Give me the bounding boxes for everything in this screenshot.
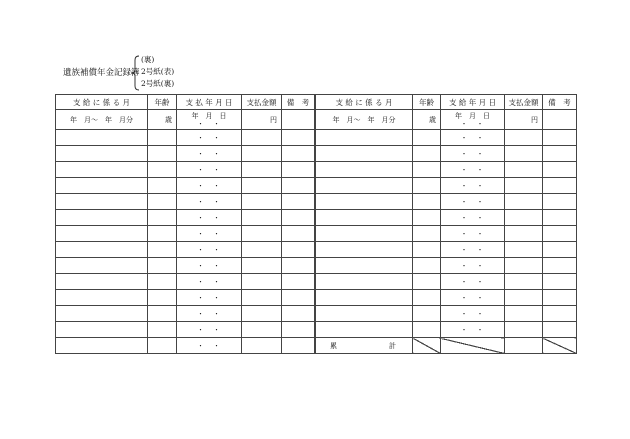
header-amount: 支払金額 xyxy=(242,95,282,110)
remarks-cell-right xyxy=(543,226,577,242)
date-ymd-label: 年 月 日 xyxy=(191,111,227,120)
amount-cell xyxy=(242,242,282,258)
header-age-right: 年齢 xyxy=(413,95,441,110)
table-row xyxy=(56,210,577,226)
pay-date-cell: ・ ・ xyxy=(177,130,242,146)
remarks-cell-right xyxy=(543,210,577,226)
remarks-cell xyxy=(282,110,315,130)
age-cell xyxy=(148,306,177,322)
amount-cell xyxy=(242,194,282,210)
age-cell xyxy=(148,322,177,338)
header-amount-right: 支払金額 xyxy=(505,95,543,110)
age-cell xyxy=(148,210,177,226)
remarks-cell xyxy=(282,258,315,274)
period-cell xyxy=(56,130,148,146)
header-age: 年齢 xyxy=(148,95,177,110)
sheet-variant-list xyxy=(141,54,174,90)
header-period: 支 給 に 係 る 月 xyxy=(56,95,148,110)
remarks-cell xyxy=(282,210,315,226)
amount-cell xyxy=(242,146,282,162)
table-row xyxy=(56,258,577,274)
age-cell-right xyxy=(413,178,441,194)
age-cell xyxy=(148,162,177,178)
total-row xyxy=(56,338,577,354)
period-cell xyxy=(56,226,148,242)
period-cell-right xyxy=(316,178,413,194)
remarks-cell-right xyxy=(543,338,577,354)
pay-date-cell: ・ ・ xyxy=(177,306,242,322)
variant-back: (裏) xyxy=(141,55,155,64)
amount-cell xyxy=(242,274,282,290)
period-cell xyxy=(56,178,148,194)
table-row xyxy=(56,226,577,242)
age-cell-right xyxy=(413,274,441,290)
pay-date-cell xyxy=(177,110,242,130)
age-cell-right xyxy=(413,194,441,210)
remarks-cell-right xyxy=(543,306,577,322)
age-cell-right: 歳 xyxy=(413,110,441,130)
pay-date-cell-right: ・ ・ xyxy=(441,226,505,242)
remarks-cell-right xyxy=(543,162,577,178)
table-row xyxy=(56,274,577,290)
pay-date-cell: ・ ・ xyxy=(177,178,242,194)
age-cell-right xyxy=(413,162,441,178)
period-cell-right xyxy=(316,146,413,162)
variant-sheet2-back: 2号紙(裏) xyxy=(141,79,175,88)
period-cell-right xyxy=(316,226,413,242)
amount-cell-right: 円 xyxy=(505,110,543,130)
form-title: 遺族補償年金記録簿 xyxy=(63,68,140,78)
header-pay-date: 支 払 年 月 日 xyxy=(177,95,242,110)
table-row xyxy=(56,306,577,322)
amount-cell-right xyxy=(505,338,543,354)
period-cell xyxy=(56,210,148,226)
amount-cell-right xyxy=(505,226,543,242)
age-cell-right xyxy=(413,210,441,226)
period-cell-right xyxy=(316,274,413,290)
age-cell xyxy=(148,178,177,194)
pay-date-cell-right: ・ ・ xyxy=(441,130,505,146)
period-cell xyxy=(56,274,148,290)
age-cell-right xyxy=(413,242,441,258)
remarks-cell xyxy=(282,322,315,338)
pay-date-cell-right xyxy=(441,110,505,130)
period-cell xyxy=(56,306,148,322)
first-row xyxy=(56,110,577,130)
period-cell xyxy=(56,146,148,162)
pay-date-cell-right: ・ ・ xyxy=(441,258,505,274)
header-pay-date-right: 支 給 年 月 日 xyxy=(441,95,505,110)
pay-date-cell: ・ ・ xyxy=(177,146,242,162)
age-cell xyxy=(148,242,177,258)
remarks-cell xyxy=(282,274,315,290)
period-cell-right xyxy=(316,322,413,338)
period-cell xyxy=(56,290,148,306)
remarks-cell xyxy=(282,338,315,354)
age-cell xyxy=(148,146,177,162)
header-period-right: 支 給 に 係 る 月 xyxy=(316,95,413,110)
variant-sheet2-front: 2号紙(表) xyxy=(141,67,175,76)
age-cell xyxy=(148,274,177,290)
period-cell-right xyxy=(316,130,413,146)
remarks-cell xyxy=(282,194,315,210)
remarks-cell xyxy=(282,290,315,306)
date-dots: ・ ・ xyxy=(197,119,221,128)
remarks-cell xyxy=(282,146,315,162)
pay-date-cell-right: ・ ・ xyxy=(441,210,505,226)
pay-date-cell-right: ・ ・ xyxy=(441,194,505,210)
pay-date-cell-right: ・ ・ xyxy=(441,178,505,194)
total-label: 累 xyxy=(330,341,337,350)
remarks-cell-right xyxy=(543,130,577,146)
pay-date-cell-right: ・ ・ xyxy=(441,242,505,258)
table-row xyxy=(56,162,577,178)
pay-date-cell-right: ・ ・ xyxy=(441,162,505,178)
table-row xyxy=(56,322,577,338)
period-cell-right xyxy=(316,258,413,274)
amount-cell xyxy=(242,258,282,274)
age-cell-right xyxy=(413,290,441,306)
age-cell xyxy=(148,338,177,354)
table-row xyxy=(56,242,577,258)
amount-cell-right xyxy=(505,258,543,274)
header-remarks-right: 備 考 xyxy=(543,95,577,110)
amount-cell-right xyxy=(505,194,543,210)
age-cell-right xyxy=(413,258,441,274)
amount-cell-right xyxy=(505,130,543,146)
pay-date-cell-right xyxy=(441,338,505,354)
period-cell-right xyxy=(316,242,413,258)
amount-cell xyxy=(242,338,282,354)
period-cell xyxy=(56,258,148,274)
remarks-cell xyxy=(282,226,315,242)
total-label-cell xyxy=(316,338,413,354)
amount-cell xyxy=(242,210,282,226)
age-cell: 歳 xyxy=(148,110,177,130)
pay-date-cell: ・ ・ xyxy=(177,210,242,226)
pay-date-cell-right: ・ ・ xyxy=(441,306,505,322)
remarks-cell-right xyxy=(543,194,577,210)
pay-date-cell: ・ ・ xyxy=(177,242,242,258)
period-cell-right xyxy=(316,162,413,178)
age-cell xyxy=(148,130,177,146)
age-cell xyxy=(148,226,177,242)
pay-date-cell: ・ ・ xyxy=(177,258,242,274)
pay-date-cell-right: ・ ・ xyxy=(441,146,505,162)
age-cell-right xyxy=(413,226,441,242)
table-row xyxy=(56,146,577,162)
period-cell xyxy=(56,242,148,258)
remarks-cell xyxy=(282,178,315,194)
amount-cell-right xyxy=(505,210,543,226)
period-cell: 年 月～ 年 月分 xyxy=(56,110,148,130)
age-cell-right xyxy=(413,130,441,146)
table-row xyxy=(56,178,577,194)
period-cell-right xyxy=(316,306,413,322)
amount-cell-right xyxy=(505,322,543,338)
amount-cell xyxy=(242,162,282,178)
age-cell xyxy=(148,290,177,306)
age-cell-right xyxy=(413,306,441,322)
amount-cell xyxy=(242,322,282,338)
amount-cell-right xyxy=(505,178,543,194)
brace-icon xyxy=(130,55,140,91)
remarks-cell-right xyxy=(543,242,577,258)
pay-date-cell: ・ ・ xyxy=(177,290,242,306)
amount-cell-right xyxy=(505,162,543,178)
header-row xyxy=(56,95,577,110)
table-row xyxy=(56,194,577,210)
amount-cell xyxy=(242,306,282,322)
pay-date-cell: ・ ・ xyxy=(177,226,242,242)
table-row xyxy=(56,130,577,146)
period-cell-right xyxy=(316,194,413,210)
table-row xyxy=(56,290,577,306)
pay-date-cell: ・ ・ xyxy=(177,162,242,178)
remarks-cell-right xyxy=(543,258,577,274)
pay-date-cell: ・ ・ xyxy=(177,274,242,290)
period-cell xyxy=(56,194,148,210)
remarks-cell-right xyxy=(543,178,577,194)
amount-cell xyxy=(242,226,282,242)
pay-date-cell: ・ ・ xyxy=(177,322,242,338)
amount-cell-right xyxy=(505,306,543,322)
remarks-cell-right xyxy=(543,274,577,290)
pay-date-cell: ・ ・ xyxy=(177,194,242,210)
amount-cell-right xyxy=(505,290,543,306)
remarks-cell xyxy=(282,130,315,146)
amount-cell xyxy=(242,178,282,194)
remarks-cell xyxy=(282,162,315,178)
age-cell-right xyxy=(413,146,441,162)
age-cell-right xyxy=(413,338,441,354)
pay-date-cell: ・ ・ xyxy=(177,338,242,354)
header-remarks: 備 考 xyxy=(282,95,315,110)
age-cell xyxy=(148,258,177,274)
period-cell xyxy=(56,338,148,354)
amount-cell xyxy=(242,130,282,146)
period-cell xyxy=(56,322,148,338)
amount-cell-right xyxy=(505,274,543,290)
remarks-cell-right xyxy=(543,146,577,162)
pay-date-cell-right: ・ ・ xyxy=(441,274,505,290)
remarks-cell-right xyxy=(543,290,577,306)
remarks-cell-right xyxy=(543,110,577,130)
remarks-cell xyxy=(282,306,315,322)
pay-date-cell-right: ・ ・ xyxy=(441,322,505,338)
record-table xyxy=(55,94,577,354)
period-cell xyxy=(56,162,148,178)
amount-cell xyxy=(242,290,282,306)
pay-date-cell-right: ・ ・ xyxy=(441,290,505,306)
date-ymd-label: 年 月 日 xyxy=(455,111,490,120)
period-cell-right: 年 月～ 年 月分 xyxy=(316,110,413,130)
date-dots: ・ ・ xyxy=(460,119,485,128)
age-cell-right xyxy=(413,322,441,338)
total-label-suffix: 計 xyxy=(389,341,396,350)
period-cell-right xyxy=(316,210,413,226)
amount-cell-right xyxy=(505,242,543,258)
age-cell xyxy=(148,194,177,210)
record-table-container xyxy=(55,94,577,354)
amount-cell: 円 xyxy=(242,110,282,130)
remarks-cell xyxy=(282,242,315,258)
remarks-cell-right xyxy=(543,322,577,338)
amount-cell-right xyxy=(505,146,543,162)
period-cell-right xyxy=(316,290,413,306)
